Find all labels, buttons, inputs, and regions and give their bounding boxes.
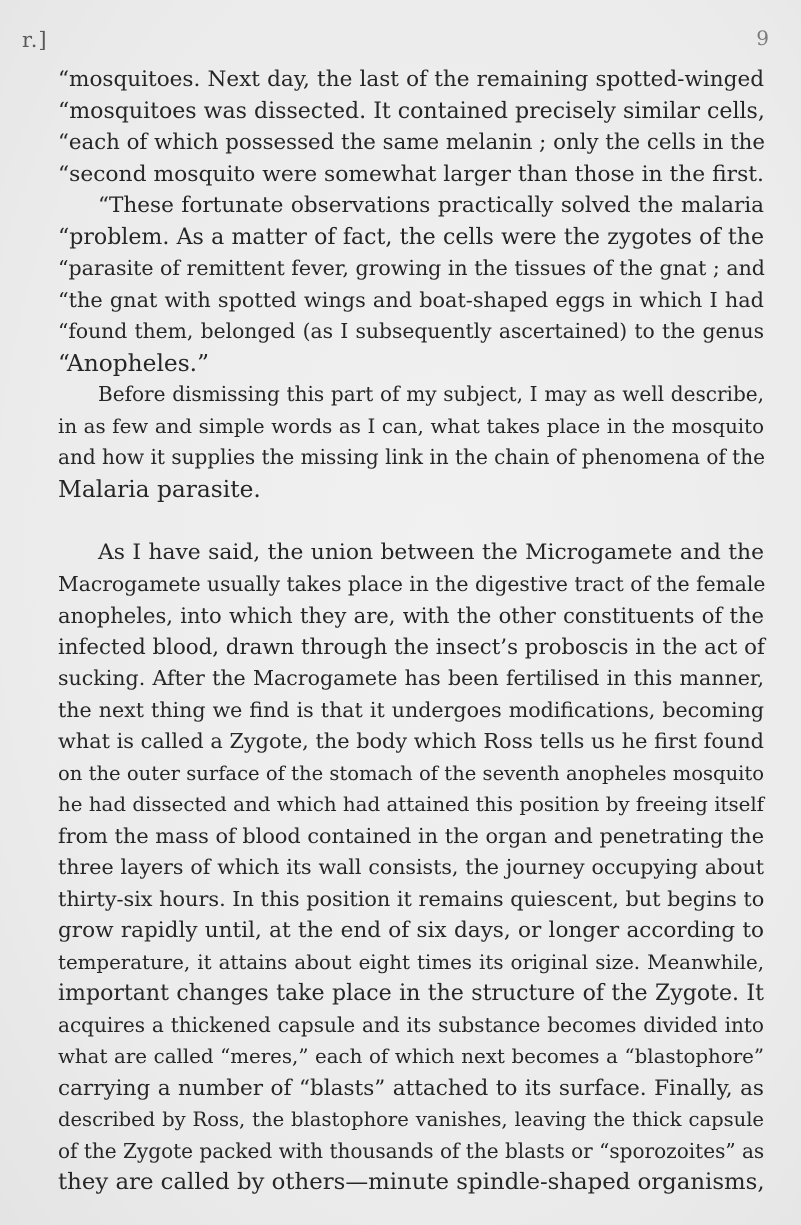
text-line: described by Ross, the blastophore vanishes, leaving the thick capsule xyxy=(58,1108,764,1131)
text-line: from the mass of blood contained in the organ and penetrating the xyxy=(58,823,764,848)
text-line: “mosquitoes. Next day, the last of the remaining spotted-winged xyxy=(58,67,764,92)
text-line: in as few and simple words as I can, what takes place in the mosquito xyxy=(58,414,764,438)
text-line: infected blood, drawn through the insect’s proboscis in the act of xyxy=(58,634,765,660)
text-line: temperature, it attains about eight times its original size. Meanwhile, xyxy=(58,950,764,974)
paragraph-microgamete-union xyxy=(58,537,764,1199)
text-line: “Anopheles.” xyxy=(58,349,209,377)
text-line: and how it supplies the missing link in the chain of phenomena of the xyxy=(58,445,765,469)
paragraph-quote-mosquitoes xyxy=(58,64,764,190)
text-line: “problem. As a matter of fact, the cells were the zygotes of the xyxy=(58,224,764,250)
text-line: “second mosquito were somewhat larger than those in the first. xyxy=(58,161,764,187)
text-line: “the gnat with spotted wings and boat-shaped eggs in which I had xyxy=(58,287,764,312)
text-line: “found them, belonged (as I subsequently ascertained) to the genus xyxy=(58,319,764,343)
text-line: “each of which possessed the same melanin ; only the cells in the xyxy=(58,130,765,155)
text-line: they are called by others—minute spindle-shaped organisms, xyxy=(58,1169,765,1195)
paragraph-quote-observations xyxy=(58,190,764,379)
text-line: “parasite of remittent fever, growing in the tissues of the gnat ; and xyxy=(58,256,765,280)
text-line: “These fortunate observations practically solved the malaria xyxy=(98,193,764,218)
text-line: what are called “meres,” each of which next becomes a “blastophore” xyxy=(58,1045,764,1068)
text-line: “mosquitoes was dissected. It contained precisely similar cells, xyxy=(58,98,765,124)
text-line: thirty-six hours. In this position it remains quiescent, but begins to xyxy=(58,886,765,911)
text-line: grow rapidly until, at the end of six days, or longer according to xyxy=(58,918,764,943)
text-line: Before dismissing this part of my subject, I may as well describe, xyxy=(98,382,764,406)
text-line: on the outer surface of the stomach of the seventh anopheles mosquito xyxy=(58,761,764,785)
text-line: sucking. After the Macrogamete has been fertilised in this manner, xyxy=(58,666,764,690)
text-line: Malaria parasite. xyxy=(58,475,261,503)
page-number: 9 xyxy=(756,26,769,50)
text-line: the next thing we find is that it undergoes modifications, becoming xyxy=(58,697,764,722)
text-line: what is called a Zygote, the body which Ross tells us he first found xyxy=(58,729,764,753)
page-header-left: r.] xyxy=(22,28,48,52)
text-line: acquires a thickened capsule and its substance becomes divided into xyxy=(58,1012,764,1037)
text-line: he had dissected and which had attained this position by freeing itself xyxy=(58,793,764,816)
text-line: of the Zygote packed with thousands of the blasts or “sporozoites” as xyxy=(58,1138,765,1163)
text-line: important changes take place in the structure of the Zygote. It xyxy=(58,981,764,1006)
paragraph-before-dismissing xyxy=(58,379,764,505)
text-line: carrying a number of “blasts” attached to its surface. Finally, as xyxy=(58,1075,764,1101)
text-line: As I have said, the union between the Microgamete and the xyxy=(98,540,764,565)
text-line: three layers of which its wall consists, the journey occupying about xyxy=(58,855,764,879)
text-line: Macrogamete usually takes place in the digestive tract of the female xyxy=(58,571,766,596)
text-line: anopheles, into which they are, with the other constituents of the xyxy=(58,603,764,628)
